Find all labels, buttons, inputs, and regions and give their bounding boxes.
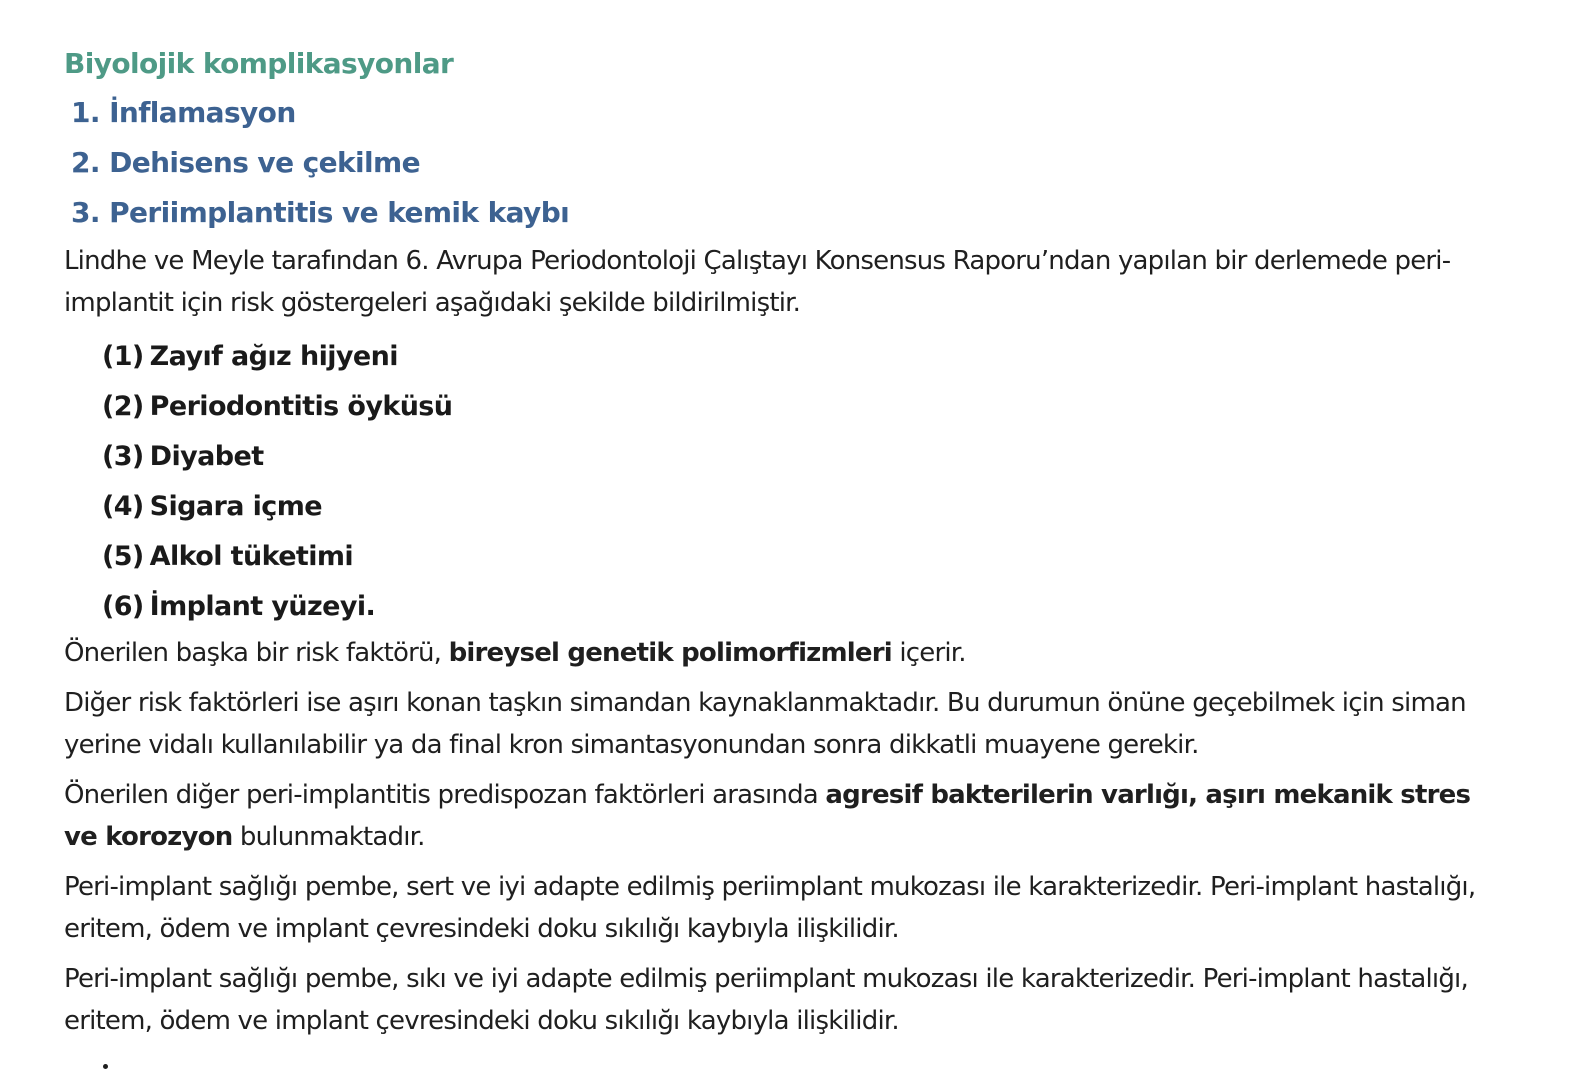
risk-indicator-item: [64, 582, 1494, 632]
subsection-heading-periimplantitis: 3. Periimplantitis ve kemik kaybı: [71, 196, 570, 229]
subsection-heading-inflammation: 1. İnflamasyon: [71, 96, 296, 129]
risk-indicator-number: (4): [102, 491, 144, 522]
cement-risk-paragraph: Diğer risk faktörleri ise aşırı konan taşkın simandan kaynaklanmaktadır. Bu durumun önüne geçebilmek için siman yerine vidalı kullanılabilir ya da final kron simantasyonundan sonra dikkatli muayene gerekir.: [64, 688, 1466, 760]
section-title: Biyolojik komplikasyonlar: [64, 47, 454, 80]
risk-indicator-number: (6): [102, 591, 144, 622]
risk-indicator-number: (1): [102, 341, 144, 372]
intro-paragraph: Lindhe ve Meyle tarafından 6. Avrupa Periodontoloji Çalıştayı Konsensus Raporu’ndan yapılan bir derlemede peri-implantit için risk göstergeleri aşağıdaki şekilde bildirilmiştir.: [64, 246, 1451, 318]
predisposing-factors-paragraph: [64, 774, 1494, 858]
predisposing-text-before: Önerilen diğer peri-implantitis predispozan faktörleri arasında: [64, 780, 826, 810]
risk-indicator-label: Diyabet: [149, 441, 264, 472]
risk-indicator-label: Periodontitis öyküsü: [149, 391, 453, 422]
risk-indicator-item: [64, 482, 1494, 532]
risk-indicator-number: (3): [102, 441, 144, 472]
risk-indicator-label: Sigara içme: [149, 491, 322, 522]
truncated-next-line-mark: [103, 1064, 108, 1069]
subsection-heading-dehiscence: 2. Dehisens ve çekilme: [71, 146, 420, 179]
risk-indicator-number: (5): [102, 541, 144, 572]
genetic-risk-emphasis: bireysel genetik polimorfizmleri: [448, 638, 892, 668]
risk-indicator-list: [64, 332, 1494, 632]
risk-indicator-number: (2): [102, 391, 144, 422]
predisposing-emphasis: agresif bakterilerin varlığı, aşırı mekanik stres ve korozyon: [64, 780, 1471, 852]
risk-indicator-item: [64, 432, 1494, 482]
risk-indicator-item: [64, 382, 1494, 432]
risk-indicator-item: [64, 332, 1494, 382]
risk-indicator-label: Alkol tüketimi: [149, 541, 354, 572]
predisposing-text-after: bulunmaktadır.: [232, 822, 425, 852]
peri-implant-health-paragraph: Peri-implant sağlığı pembe, sert ve iyi adapte edilmiş periimplant mukozası ile karakterizedir. Peri-implant hastalığı, eritem, ödem ve implant çevresindeki doku sıkılığı kaybıyla ilişkilidir.: [64, 872, 1476, 944]
genetic-risk-paragraph: [64, 632, 1494, 674]
genetic-risk-text-after: içerir.: [891, 638, 966, 668]
risk-indicator-label: Zayıf ağız hijyeni: [149, 341, 398, 372]
risk-indicator-label: İmplant yüzeyi.: [149, 591, 376, 622]
genetic-risk-text-before: Önerilen başka bir risk faktörü,: [64, 638, 449, 668]
document-page: [64, 40, 1494, 1050]
risk-indicator-item: [64, 532, 1494, 582]
peri-implant-health-paragraph-repeat: Peri-implant sağlığı pembe, sıkı ve iyi adapte edilmiş periimplant mukozası ile karakterizedir. Peri-implant hastalığı, eritem, ödem ve implant çevresindeki doku sıkılığı kaybıyla ilişkilidir.: [64, 964, 1468, 1036]
